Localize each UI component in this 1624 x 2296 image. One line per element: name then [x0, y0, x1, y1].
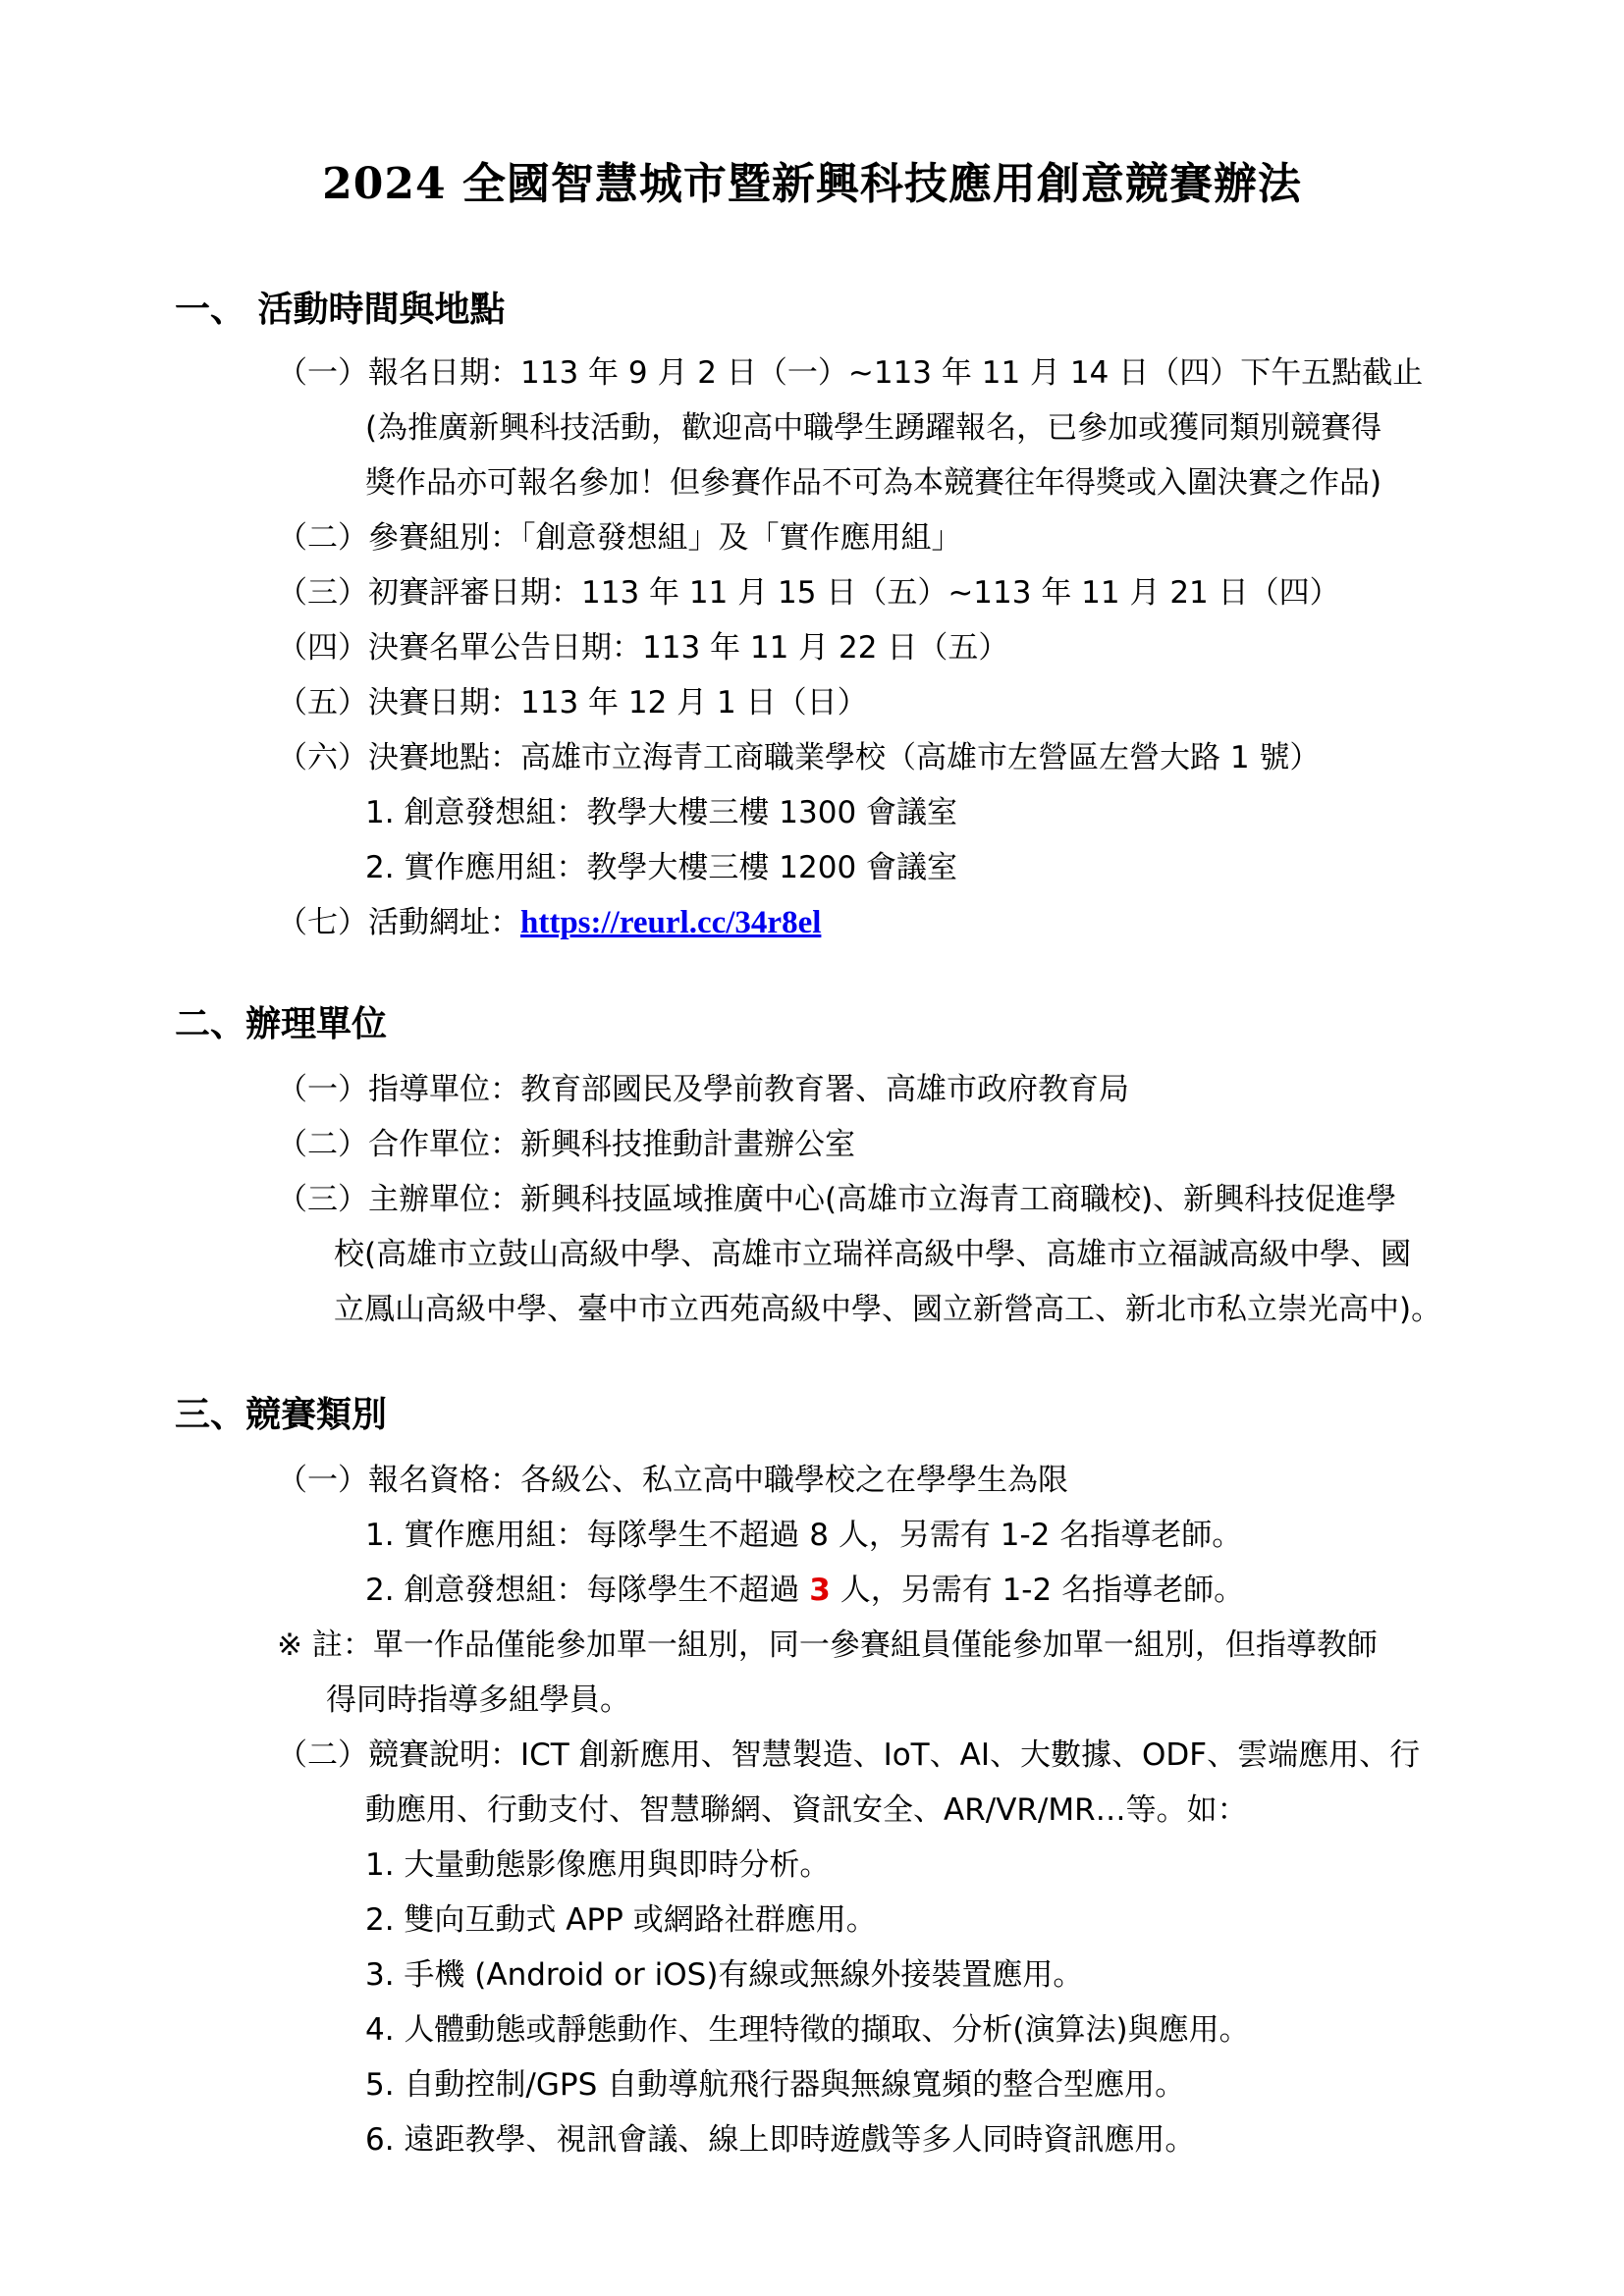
item-supervising-unit: （一）指導單位：教育部國民及學前教育署、高雄市政府教育局	[277, 1072, 1129, 1107]
item-final-date: （五）決賽日期：113 年 12 月 1 日（日）	[277, 685, 868, 721]
max-team-size-highlight: 3	[809, 1573, 831, 1608]
rule-creative-team-end: 人，另需有 1-2 名指導老師。	[830, 1573, 1245, 1608]
example-item-2: 2. 雙向互動式 APP 或網路社群應用。	[365, 1902, 877, 1938]
item-registration-note-2: 獎作品亦可報名參加！但參賽作品不可為本競賽往年得獎或入圍決賽之作品)	[365, 465, 1382, 501]
rule-creative-team	[365, 1571, 1244, 1610]
note-line-2: 得同時指導多組學員。	[326, 1682, 630, 1718]
rule-practical-team: 1. 實作應用組：每隊學生不超過 8 人，另需有 1-2 名指導老師。	[365, 1518, 1243, 1553]
item-organizer-1: （三）主辦單位：新興科技區域推廣中心(高雄市立海青工商職校)、新興科技促進學	[277, 1182, 1397, 1217]
example-item-1: 1. 大量動態影像應用與即時分析。	[365, 1847, 831, 1883]
item-final-venue: （六）決賽地點：高雄市立海青工商職業學校（高雄市左營區左營大路 1 號）	[277, 740, 1321, 775]
example-item-6: 6. 遠距教學、視訊會議、線上即時遊戲等多人同時資訊應用。	[365, 2122, 1196, 2158]
item-registration-note-1: (為推廣新興科技活動，歡迎高中職學生踴躍報名，已參加或獲同類別競賽得	[365, 410, 1382, 446]
rule-creative-team-start: 2. 創意發想組：每隊學生不超過	[365, 1573, 810, 1608]
document-title: 2024 全國智慧城市暨新興科技應用創意競賽辦法	[322, 159, 1302, 209]
item-organizer-2: 校(高雄市立鼓山高級中學、高雄市立瑞祥高級中學、高雄市立福誠高級中學、國	[334, 1237, 1412, 1272]
example-item-5: 5. 自動控制/GPS 自動導航飛行器與無線寬頻的整合型應用。	[365, 2067, 1186, 2103]
item-website-label: （七）活動網址：	[277, 905, 520, 940]
section-heading-2: 二、辦理單位	[175, 1004, 388, 1044]
item-competition-description-2: 動應用、行動支付、智慧聯網、資訊安全、AR/VR/MR…等。如：	[365, 1792, 1248, 1828]
item-finalist-announcement: （四）決賽名單公告日期：113 年 11 月 22 日（五）	[277, 630, 1009, 666]
section-heading-1: 一、 活動時間與地點	[175, 290, 506, 330]
item-registration-date: （一）報名日期：113 年 9 月 2 日（一）~113 年 11 月 14 日（四）下午五點截止	[277, 355, 1424, 391]
item-organizer-3: 立鳳山高級中學、臺中市立西苑高級中學、國立新營高工、新北市私立崇光高中)。	[334, 1292, 1442, 1327]
item-competition-description-1: （二）競賽說明：ICT 創新應用、智慧製造、IoT、AI、大數據、ODF、雲端應用、行	[277, 1737, 1421, 1773]
item-cooperating-unit: （二）合作單位：新興科技推動計畫辦公室	[277, 1127, 855, 1162]
note-line-1: ※ 註：單一作品僅能參加單一組別，同一參賽組員僅能參加單一組別，但指導教師	[277, 1628, 1378, 1663]
section-heading-3: 三、競賽類別	[175, 1395, 388, 1435]
venue-creative-group: 1. 創意發想組：教學大樓三樓 1300 會議室	[365, 795, 958, 830]
item-eligibility: （一）報名資格：各級公、私立高中職學校之在學學生為限	[277, 1463, 1068, 1498]
item-groups: （二）參賽組別：「創意發想組」及「實作應用組」	[277, 520, 962, 556]
item-website	[277, 903, 821, 942]
example-item-4: 4. 人體動態或靜態動作、生理特徵的擷取、分析(演算法)與應用。	[365, 2012, 1250, 2048]
item-preliminary-date: （三）初賽評審日期：113 年 11 月 15 日（五）~113 年 11 月 21 日（四）	[277, 575, 1340, 611]
example-item-3: 3. 手機 (Android or iOS)有線或無線外接裝置應用。	[365, 1957, 1084, 1993]
website-link[interactable]: https://reurl.cc/34r8el	[520, 905, 822, 940]
venue-practical-group: 2. 實作應用組：教學大樓三樓 1200 會議室	[365, 850, 958, 885]
